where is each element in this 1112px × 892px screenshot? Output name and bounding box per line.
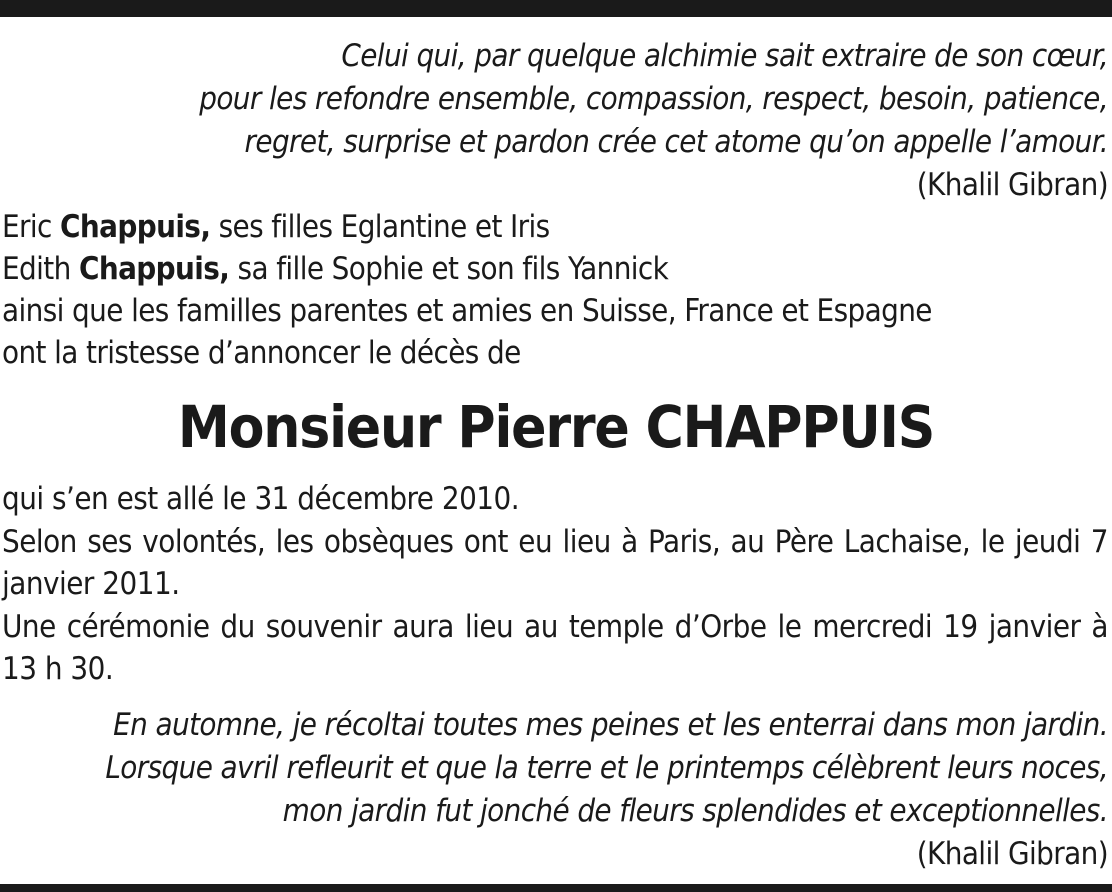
quote-line: pour les refondre ensemble, compassion, respect, besoin, patience, [199, 81, 1108, 117]
family-line: ainsi que les familles parentes et amies en Suisse, France et Espagne [2, 293, 932, 329]
quote-line: Lorsque avril refleurit et que la terre et le printemps célèbrent leurs noces, [105, 750, 1108, 786]
relatives: ses filles Eglantine et Iris [218, 209, 550, 245]
opening-quote [199, 35, 1108, 207]
top-border-rule [0, 0, 1112, 17]
family-member-line [2, 248, 932, 290]
ceremony-details [2, 478, 1108, 691]
family-line: ont la tristesse d’annoncer le décès de [2, 335, 521, 371]
relatives: sa fille Sophie et son fils Yannick [237, 251, 669, 287]
surname: Chappuis, [60, 209, 211, 245]
detail-paragraph: qui s’en est allé le 31 décembre 2010. [2, 481, 520, 517]
quote-line: regret, surprise et pardon crée cet atome qu’on appelle l’amour. [244, 124, 1108, 160]
quote-line: En automne, je récoltai toutes mes peines et les enterrai dans mon jardin. [113, 707, 1108, 743]
quote-attribution: (Khalil Gibran) [916, 167, 1108, 203]
quote-attribution: (Khalil Gibran) [916, 836, 1108, 872]
deceased-name: Monsieur Pierre CHAPPUIS [177, 393, 935, 461]
bottom-border-rule [0, 884, 1112, 892]
first-name: Eric [2, 209, 52, 245]
surname: Chappuis, [78, 251, 230, 287]
first-name: Edith [2, 251, 71, 287]
family-member-line [2, 206, 932, 248]
detail-paragraph: Une cérémonie du souvenir aura lieu au temple d’Orbe le mercredi 19 janvier à 13 h 30. [2, 608, 1108, 687]
family-announcement [2, 206, 932, 374]
detail-paragraph: Selon ses volontés, les obsèques ont eu lieu à Paris, au Père Lachaise, le jeudi 7 janvier 2011. [2, 523, 1108, 602]
quote-line: mon jardin fut jonché de fleurs splendides et exceptionnelles. [282, 793, 1108, 829]
quote-line: Celui qui, par quelque alchimie sait extraire de son cœur, [341, 38, 1108, 74]
closing-quote [105, 704, 1108, 876]
